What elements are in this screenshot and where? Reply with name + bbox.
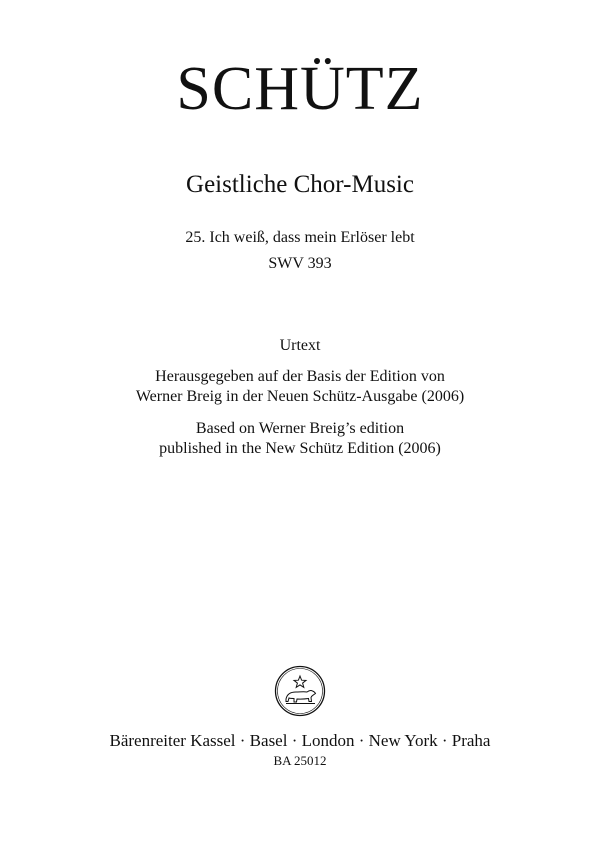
publisher-catalog-number: BA 25012 <box>273 753 327 768</box>
composer-name: SCHÜTZ <box>176 55 424 123</box>
work-title: Geistliche Chor-Music <box>186 171 414 198</box>
edition-note-de-line2: Werner Breig in der Neuen Schütz-Ausgabe (2006) <box>135 388 465 405</box>
piece-title: 25. Ich weiß, dass mein Erlöser lebt <box>185 229 415 246</box>
baerenreiter-bear-star-logo-icon <box>274 665 326 717</box>
publisher-cities: Bärenreiter Kassel · Basel · London · New York · Praha <box>109 731 491 750</box>
edition-note-en-line1: Based on Werner Breig’s edition <box>195 420 405 437</box>
edition-note-de-line1: Herausgegeben auf der Basis der Edition von <box>155 368 445 385</box>
edition-type: Urtext <box>279 337 321 354</box>
catalog-number: SWV 393 <box>268 255 332 272</box>
edition-note-en-line2: published in the New Schütz Edition (2006) <box>159 440 441 457</box>
